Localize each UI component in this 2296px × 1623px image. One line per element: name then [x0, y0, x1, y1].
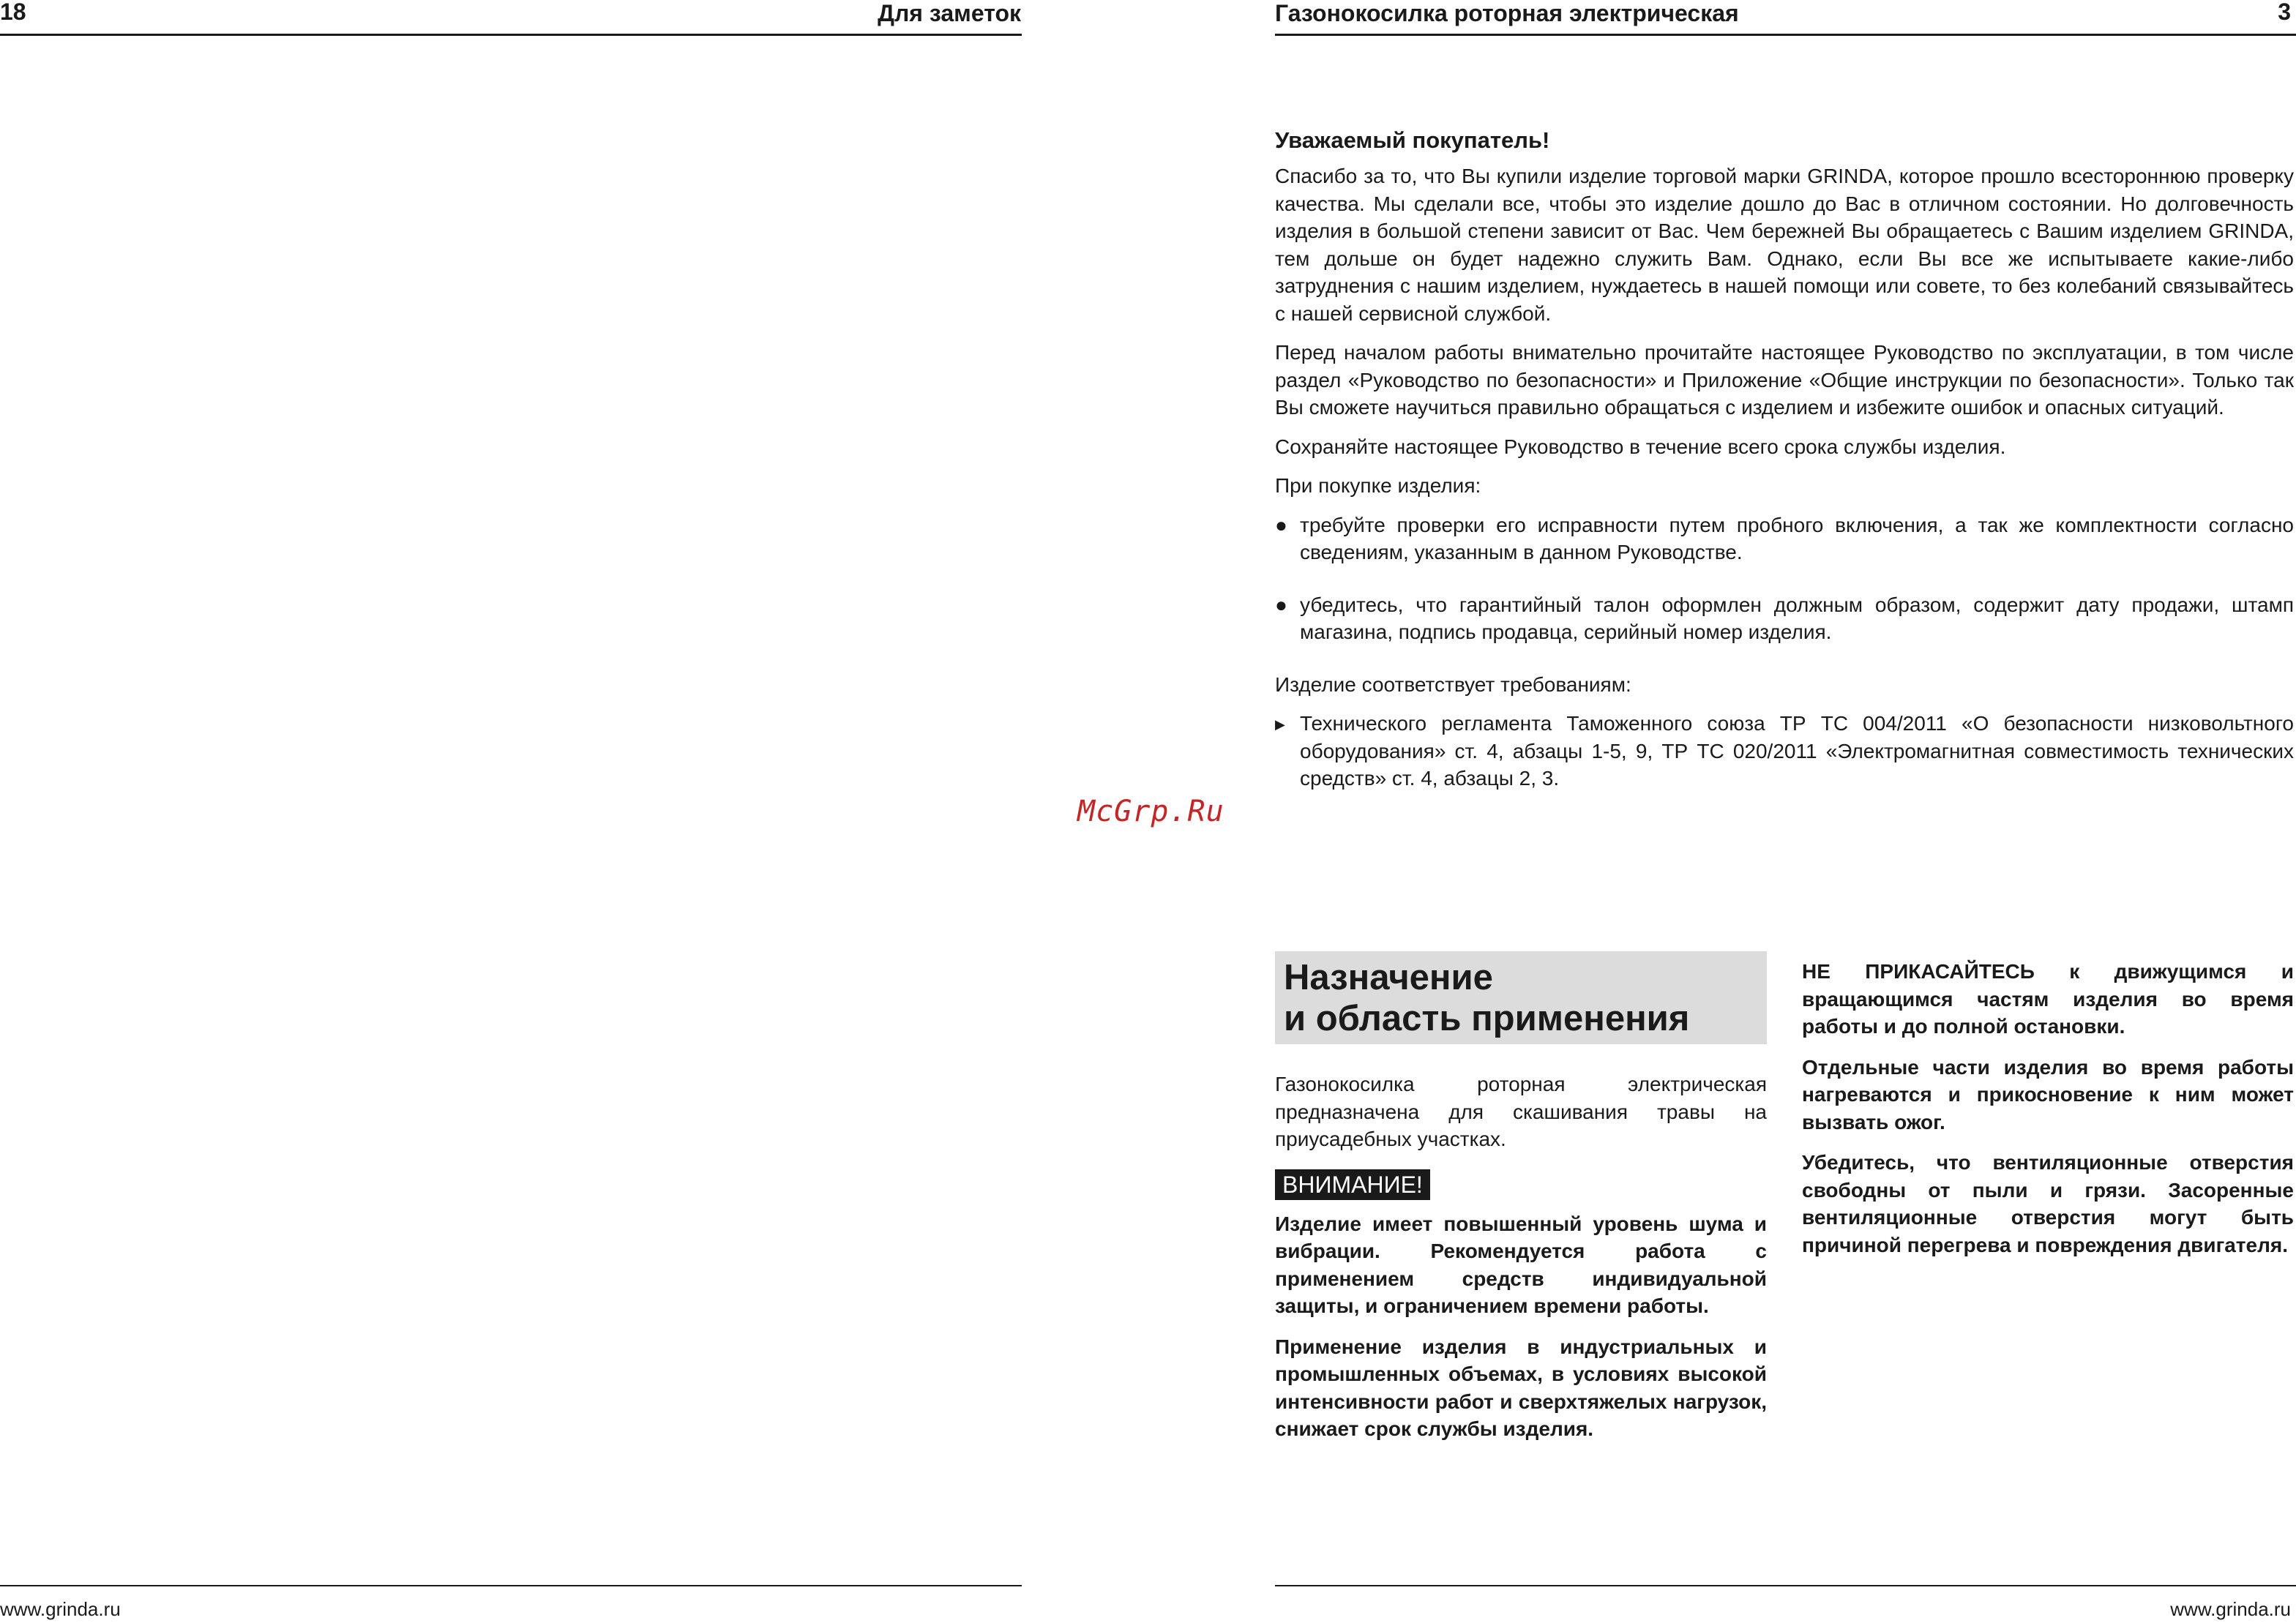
warning-paragraph: Изделие имеет повышенный уровень шума и вибрации. Рекомендуется работа с применением средств индивидуальной защиты, и ограничением времени работы.	[1275, 1212, 1767, 1317]
section-title-line1: Назначение	[1284, 958, 1493, 997]
purchase-bullet-text: требуйте проверки его исправности путем пробного включения, а так же комплектности согласно сведениям, указанным в данном Руководстве.	[1300, 513, 2294, 563]
arrow-right-icon: ▶	[1275, 717, 1285, 732]
right-footer-rule	[1275, 1585, 2296, 1586]
section-title-line2: и область применения	[1284, 999, 1690, 1038]
left-footer-site[interactable]: www.grinda.ru	[0, 1598, 121, 1620]
purpose-column	[1275, 1071, 1767, 1456]
purchase-bullet-text: убедитесь, что гарантийный талон оформлен должным образом, содержит дату продажи, штамп магазина, подпись продавца, серийный номер изделия.	[1300, 593, 2294, 643]
right-page-header-title: Газонокосилка роторная электрическая	[1275, 0, 1739, 26]
left-header-rule	[0, 34, 1022, 36]
watermark: McGrp.Ru	[1077, 795, 1224, 828]
right-page-number: 3	[2278, 0, 2291, 25]
left-page-header-title: Для заметок	[878, 0, 1021, 26]
intro-paragraph: Перед началом работы внимательно прочитайте настоящее Руководство по эксплуатации, в том числе раздел «Руководство по безопасности» и Приложение «Общие инструкции по безопасности». Только так Вы сможете научиться правильно обращаться с изделием и избежите ошибок и опасных ситуаций.	[1275, 341, 2294, 419]
intro-section	[1275, 126, 2294, 804]
safety-paragraph: Отдельные части изделия во время работы нагреваются и прикосновение к ним может вызвать ожог.	[1802, 1055, 2294, 1133]
left-footer-rule	[0, 1585, 1022, 1586]
intro-paragraph: Спасибо за то, что Вы купили изделие торговой марки GRINDA, которое прошло всестороннюю проверку качества. Мы сделали все, чтобы это изделие дошло до Вас в отличном состоянии. Но долговечность изделия в большой степени зависит от Вас. Чем бережней Вы обращаетесь с Вашим изделием GRINDA, тем дольше он будет надежно служить Вам. Однако, если Вы все же испытываете какие-либо затруднения с нашим изделием, нуждаетесь в нашей помощи или совете, то без колебаний связывайтесь с нашей сервисной службой.	[1275, 165, 2294, 325]
greeting-heading: Уважаемый покупатель!	[1275, 127, 1550, 153]
purpose-text: Газонокосилка роторная электрическая предназначена для скашивания травы на приусадебных участках.	[1275, 1073, 1767, 1150]
warning-paragraph: Применение изделия в индустриальных и промышленных объемах, в условиях высокой интенсивности работ и сверхтяжелых нагрузок, снижает срок службы изделия.	[1275, 1335, 1767, 1440]
safety-paragraph: НЕ ПРИКАСАЙТЕСЬ к движущимся и вращающимся частям изделия во время работы и до полной остановки.	[1802, 960, 2294, 1038]
compliance-item	[1275, 710, 2294, 792]
safety-paragraph: Убедитесь, что вентиляционные отверстия свободны от пыли и грязи. Засоренные вентиляционные отверстия могут быть причиной перегрева и повреждения двигателя.	[1802, 1151, 2294, 1256]
section-title-box	[1275, 951, 1767, 1044]
right-footer-site[interactable]: www.grinda.ru	[2170, 1598, 2291, 1620]
bullet-dot-icon: ●	[1275, 513, 1287, 536]
purchase-bullet	[1275, 511, 2294, 566]
compliance-item-text: Технического регламента Таможенного союза ТР ТС 004/2011 «О безопасности низковольтного оборудования» ст. 4, абзацы 1-5, 9, ТР ТС 020/2011 «Электромагнитная совместимость технических средств» ст. 4, абзацы 2, 3.	[1300, 712, 2294, 790]
section-title	[1275, 951, 1767, 1045]
left-page-number: 18	[0, 0, 26, 25]
purchase-bullet	[1275, 591, 2294, 646]
intro-paragraph: При покупке изделия:	[1275, 474, 1481, 497]
right-header-rule	[1275, 34, 2296, 36]
intro-paragraph: Сохраняйте настоящее Руководство в течение всего срока службы изделия.	[1275, 435, 2006, 458]
bullet-dot-icon: ●	[1275, 593, 1287, 616]
warning-badge: ВНИМАНИЕ!	[1275, 1169, 1430, 1200]
safety-column	[1802, 958, 2294, 1272]
compliance-intro: Изделие соответствует требованиям:	[1275, 672, 1631, 696]
